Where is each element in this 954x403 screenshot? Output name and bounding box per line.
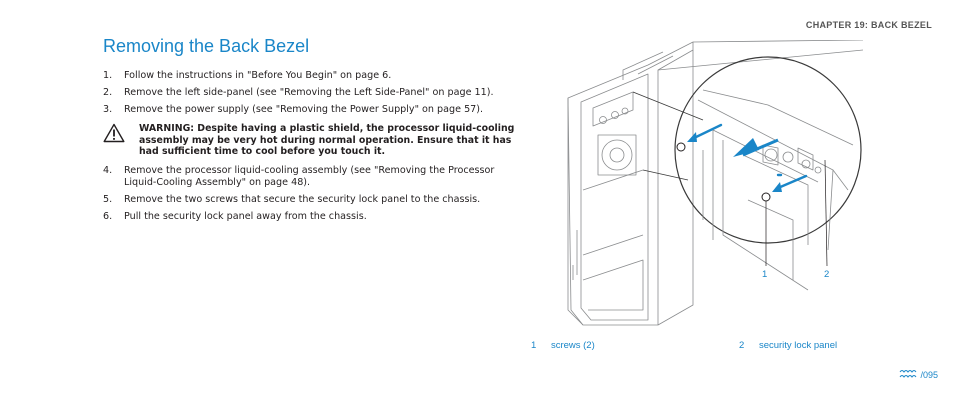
chapter-header: CHAPTER 19: BACK BEZEL [805,20,932,30]
step-item [103,87,523,99]
page-footer [899,368,938,380]
warning-triangle-icon [103,123,125,143]
step-text: Remove the processor liquid-cooling assembly (see "Removing the Processor Liquid-Cooling Assembly" on page 48). [124,164,495,188]
legend-label: security lock panel [758,340,838,351]
step-item [103,165,523,189]
callout-1: 1 [762,269,768,280]
page-title: Removing the Back Bezel [103,36,310,56]
procedure-steps [103,70,523,228]
step-item [103,104,523,116]
legend-item [739,340,837,351]
step-text: Follow the instructions in "Before You Begin" on page 6. [124,70,392,81]
step-text: Remove the left side-panel (see "Removing the Left Side-Panel" on page 11). [124,87,494,98]
page-separator: / [920,370,923,380]
step-text: Pull the security lock panel away from the chassis. [124,210,367,222]
step-text: Remove the power supply (see "Removing the Power Supply" on page 57). [124,104,484,115]
step-text: Remove the two screws that secure the security lock panel to the chassis. [124,193,481,205]
chassis-illustration [563,40,863,330]
step-number: 2. [103,87,113,98]
step-number: 1. [103,70,113,81]
step-number: 3. [103,104,113,115]
step-number: 4. [103,164,113,176]
step-number: 5. [103,193,113,205]
brand-logo-icon [899,368,919,380]
legend-item [531,340,595,351]
legend-label: screws (2) [550,340,595,351]
legend-number: 2 [739,340,745,351]
legend-number: 1 [531,340,537,351]
warning-note [103,123,523,158]
callout-2: 2 [824,269,830,280]
step-item [103,70,523,82]
step-number: 6. [103,210,113,222]
step-item [103,211,523,223]
warning-text: WARNING: Despite having a plastic shield, the processor liquid-cooling assembly may be very hot during normal operation. Ensure that it has had sufficient time to cool before you touch it. [139,123,515,157]
step-item [103,194,523,206]
page-number: 095 [922,370,938,380]
